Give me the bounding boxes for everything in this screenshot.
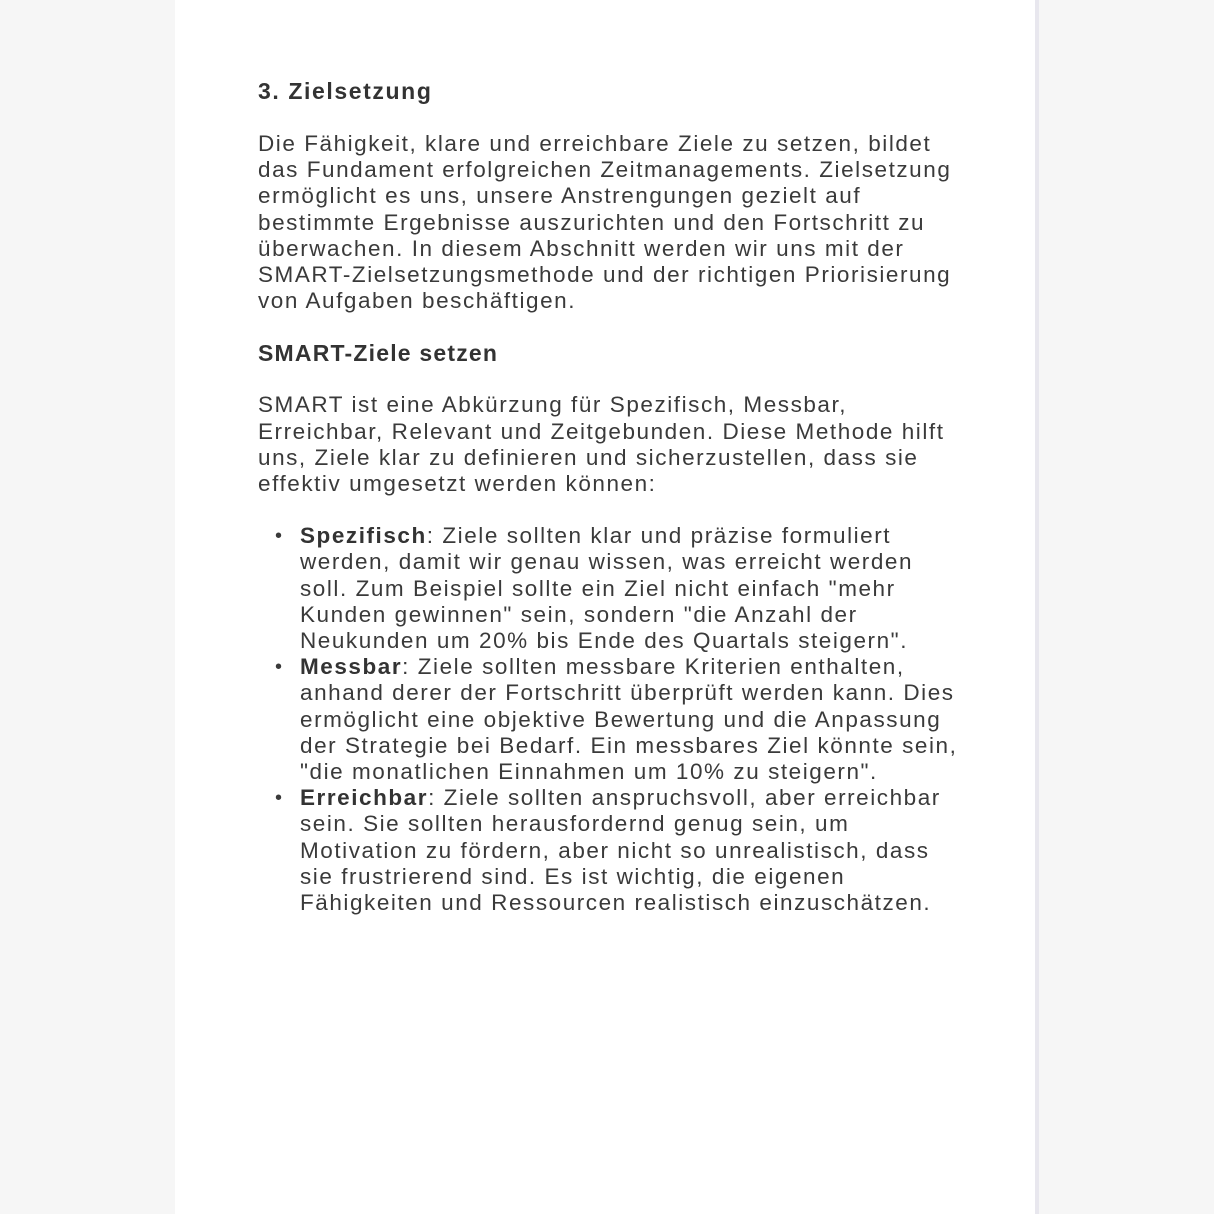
subheading-smart-goals: SMART-Ziele setzen — [258, 340, 499, 367]
list-item-text: : Ziele sollten klar und präzise formuliert werden, damit wir genau wissen, was erreicht werden soll. Zum Beispiel sollte ein Ziel nicht einfach "mehr Kunden gewinnen" sein, sondern "die Anzahl der Neukunden um 20% bis Ende des Quartals steigern". — [300, 523, 914, 654]
intro-paragraph: Die Fähigkeit, klare und erreichbare Ziele zu setzen, bildet das Fundament erfolgreichen Zeitmanagements. Zielsetzung ermöglicht es uns, unsere Anstrengungen gezielt auf bestimmte Ergebnisse auszurichten und den Fortschritt zu überwachen. In diesem Abschnitt werden wir uns mit der SMART-Zielsetzungsmethode und der richtigen Priorisierung von Aufgaben beschäftigen. — [258, 131, 952, 314]
list-item-term: Spezifisch — [300, 523, 427, 549]
section-heading: 3. Zielsetzung — [258, 78, 433, 104]
list-item-spezifisch — [258, 523, 958, 654]
bullet-icon: • — [275, 525, 284, 548]
list-item-messbar — [258, 654, 958, 785]
page-content — [258, 76, 958, 916]
document-page — [175, 0, 1035, 1214]
list-item-text: : Ziele sollten messbare Kriterien enthalten, anhand derer der Fortschritt überprüft werden kann. Dies ermöglicht eine objektive Bewertung und die Anpassung der Strategie bei Bedarf. Ein messbares Ziel könnte sein, "die monatlichen Einnahmen um 10% zu steigern". — [300, 654, 958, 785]
page-edge-divider — [1035, 0, 1039, 1214]
list-item-text: : Ziele sollten anspruchsvoll, aber erreichbar sein. Sie sollten herausfordernd genug sein, um Motivation zu fördern, aber nicht so unrealistisch, dass sie frustrierend sind. Es ist wichtig, die eigenen Fähigkeiten und Ressourcen realistisch einzuschätzen. — [300, 785, 941, 916]
smart-paragraph: SMART ist eine Abkürzung für Spezifisch, Messbar, Erreichbar, Relevant und Zeitgebunden. Diese Methode hilft uns, Ziele klar zu definieren und sicherzustellen, dass sie effektiv umgesetzt werden können: — [258, 392, 945, 497]
list-item-erreichbar — [258, 785, 958, 916]
list-item-term: Erreichbar — [300, 785, 429, 811]
smart-criteria-list — [258, 523, 958, 916]
bullet-icon: • — [275, 787, 284, 810]
list-item-term: Messbar — [300, 654, 403, 680]
bullet-icon: • — [275, 656, 284, 679]
